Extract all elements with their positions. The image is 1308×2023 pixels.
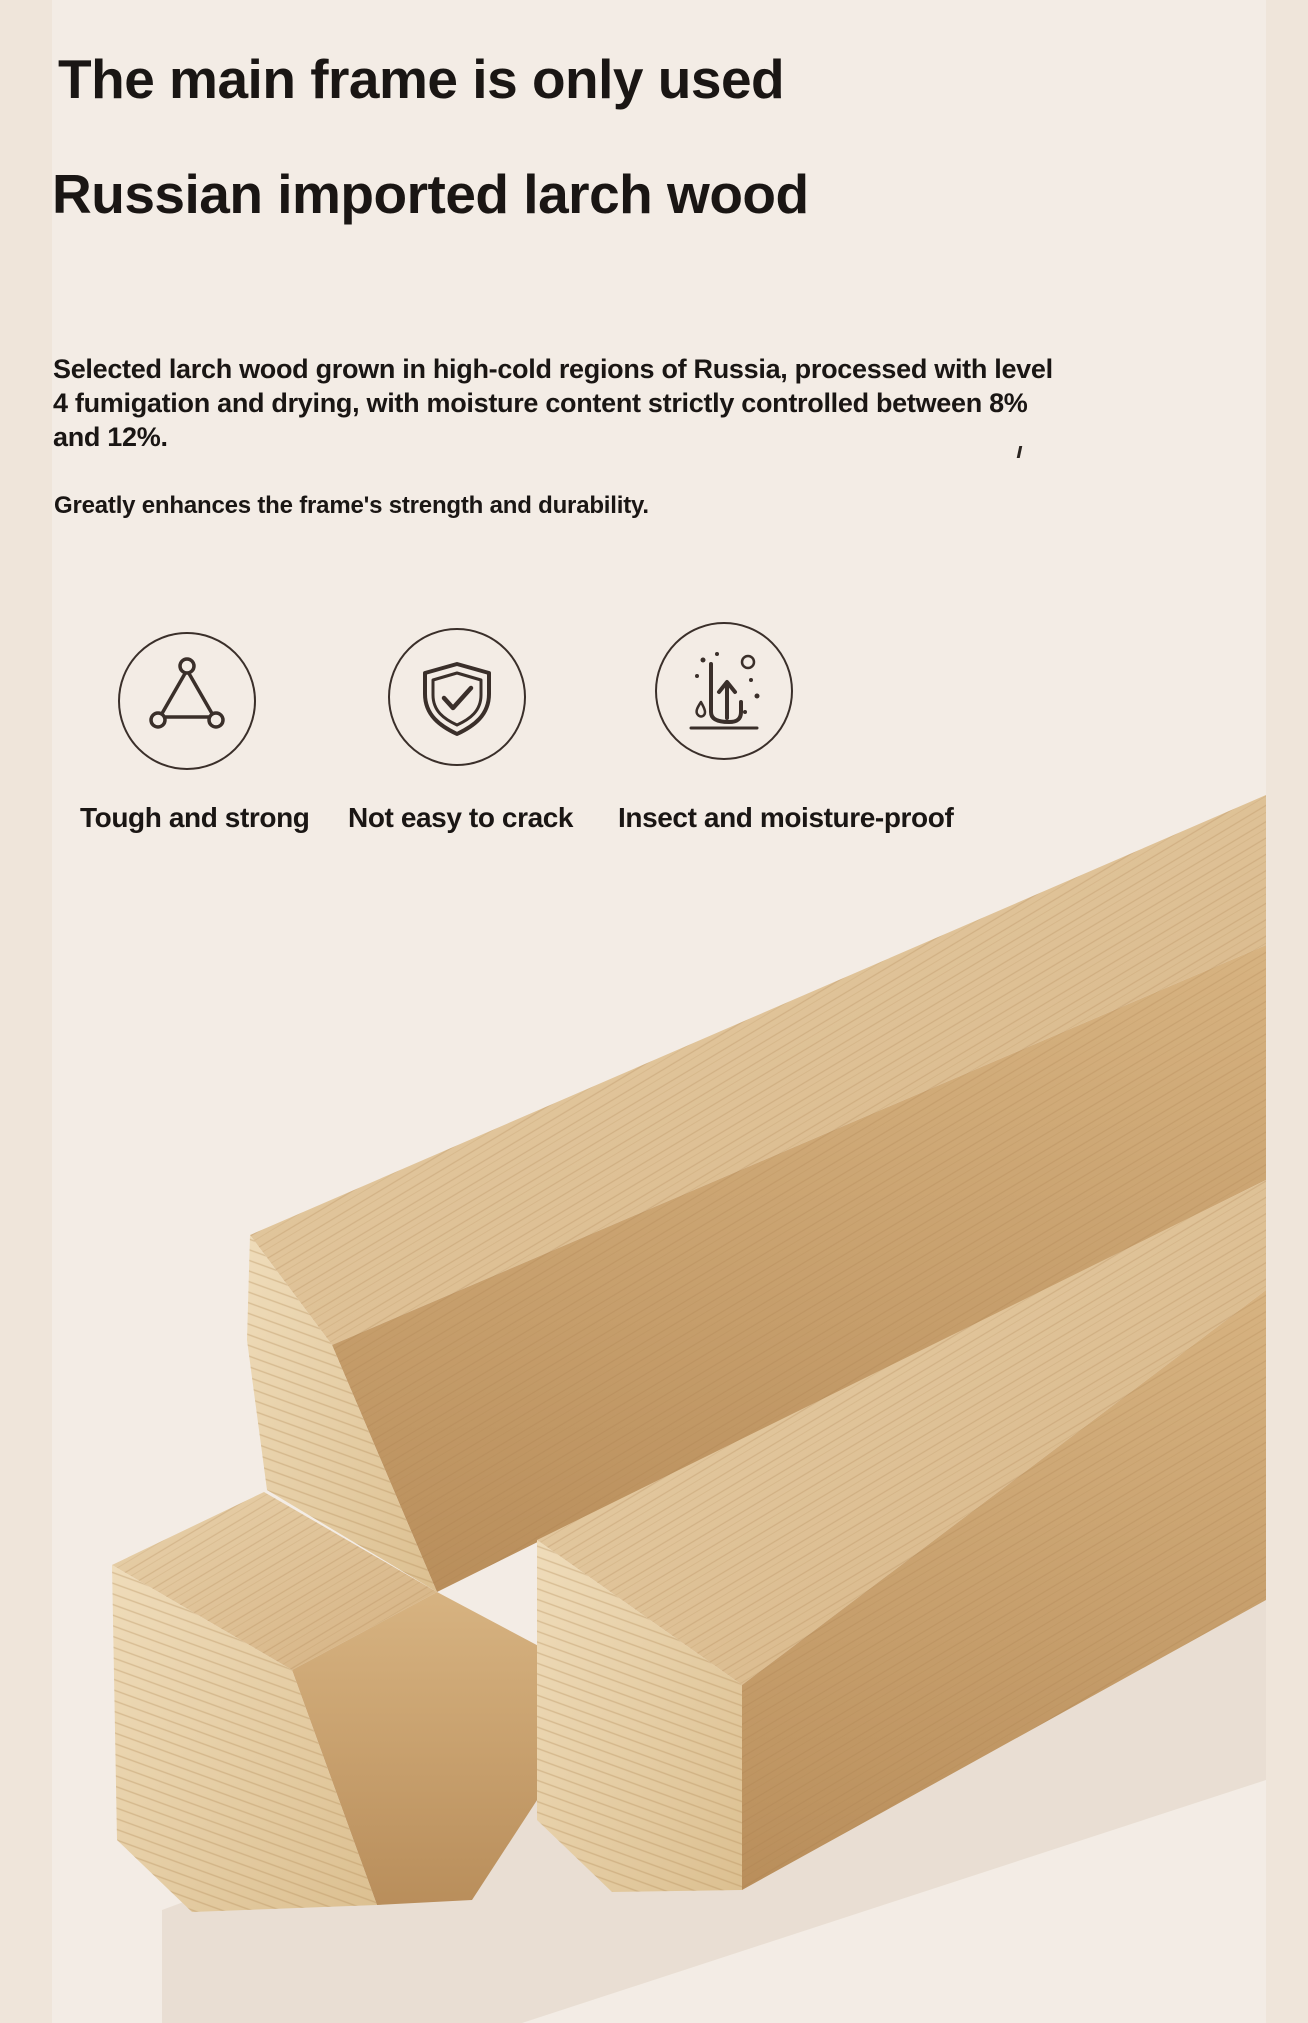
headline-line-2: Russian imported larch wood [52, 163, 809, 225]
shield-check-icon [388, 628, 526, 766]
triangle-nodes-icon [118, 632, 256, 770]
feature-label-tough: Tough and strong [80, 802, 310, 833]
moisture-drop-icon [655, 622, 793, 760]
description-text: Selected larch wood grown in high-cold regions of Russia, processed with level 4 fumigation and drying, with moisture content strictly controlled between 8% and 12%. [53, 354, 1053, 452]
feature-label-moisture: Insect and moisture-proof [618, 802, 954, 833]
larch-wood-beams-image [52, 780, 1266, 2023]
subtext: Greatly enhances the frame's strength and durability. [54, 492, 649, 519]
headline-line-1: The main frame is only used [58, 48, 785, 110]
feature-label-crack: Not easy to crack [348, 802, 574, 833]
